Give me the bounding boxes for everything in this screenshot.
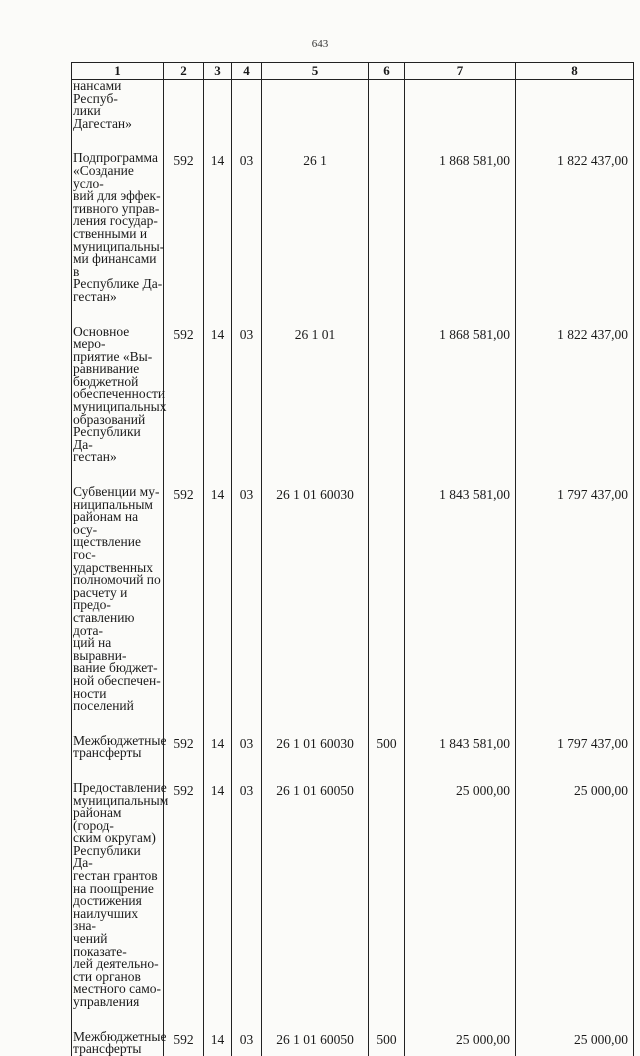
cell-text: 1 868 581,00 (439, 326, 510, 342)
cell-text: 592 (173, 487, 194, 503)
cell-target-article (262, 486, 369, 713)
cell-text (369, 486, 404, 487)
cell-section (204, 80, 232, 131)
cell-admin-code (164, 152, 204, 303)
cell-text (516, 80, 628, 81)
table-row (72, 80, 634, 131)
cell-text: 03 (239, 1031, 254, 1047)
table-row (72, 326, 634, 465)
row-name: Основное меро- приятие «Вы- равнивание бюджетной обеспеченности муниципальных образований Республики Да- гестан» (73, 323, 167, 465)
cell-amount-1 (405, 486, 516, 713)
cell-amount-2 (516, 152, 634, 303)
cell-amount-1 (405, 152, 516, 303)
cell-amount-2 (516, 80, 634, 131)
cell-text (369, 152, 404, 153)
cell-text: 26 1 01 60050 (276, 1031, 354, 1047)
cell-text: 592 (173, 153, 194, 169)
cell-text (232, 80, 261, 81)
cell-expense-type (369, 1031, 405, 1056)
cell-text: 1 843 581,00 (439, 735, 510, 751)
cell-amount-1 (405, 735, 516, 760)
row-gap (72, 130, 634, 152)
cell-text (405, 80, 510, 81)
cell-admin-code (164, 735, 204, 760)
cell-expense-type (369, 486, 405, 713)
cell-amount-2 (516, 486, 634, 713)
cell-text: 14 (210, 487, 225, 503)
header-col-3: 3 (204, 63, 232, 80)
cell-admin-code (164, 80, 204, 131)
row-name: Межбюджетные трансферты (73, 732, 167, 761)
header-col-5: 5 (262, 63, 369, 80)
cell-expense-type (369, 326, 405, 465)
row-name-cell (72, 152, 164, 303)
row-gap (72, 464, 634, 486)
budget-table (71, 62, 634, 1056)
row-gap (72, 304, 634, 326)
cell-text: 1 843 581,00 (439, 487, 510, 503)
cell-text: 26 1 (303, 153, 327, 169)
cell-text: 500 (376, 735, 397, 751)
cell-text: 1 797 437,00 (557, 487, 628, 503)
cell-admin-code (164, 1031, 204, 1056)
table-row (72, 486, 634, 713)
cell-subsection (232, 782, 262, 1009)
cell-text: 14 (210, 735, 225, 751)
page-number: 643 (311, 38, 329, 50)
cell-section (204, 1031, 232, 1056)
cell-expense-type (369, 782, 405, 1009)
cell-text: 25 000,00 (456, 782, 510, 798)
cell-amount-1 (405, 326, 516, 465)
cell-text: 25 000,00 (456, 1031, 510, 1047)
cell-amount-1 (405, 782, 516, 1009)
cell-text (204, 80, 231, 81)
table-row (72, 735, 634, 760)
cell-text: 592 (173, 735, 194, 751)
cell-text: 03 (239, 153, 254, 169)
header-col-8: 8 (516, 63, 634, 80)
cell-subsection (232, 1031, 262, 1056)
cell-subsection (232, 80, 262, 131)
cell-amount-2 (516, 782, 634, 1009)
row-name: Подпрограмма «Создание усло- вий для эффек- тивного управ- ления государ- ственными и муниципальны- ми финансами в Республике Да- гестан» (73, 150, 165, 304)
cell-text: 592 (173, 1031, 194, 1047)
cell-target-article (262, 735, 369, 760)
cell-section (204, 735, 232, 760)
cell-target-article (262, 326, 369, 465)
cell-text: 1 822 437,00 (557, 153, 628, 169)
cell-section (204, 486, 232, 713)
row-name: Межбюджетные трансферты (73, 1028, 167, 1056)
cell-target-article (262, 152, 369, 303)
header-col-1: 1 (72, 63, 164, 80)
cell-text: 592 (173, 326, 194, 342)
cell-text (164, 80, 203, 81)
cell-admin-code (164, 782, 204, 1009)
cell-amount-1 (405, 1031, 516, 1056)
cell-amount-2 (516, 326, 634, 465)
cell-text: 26 1 01 60030 (276, 735, 354, 751)
cell-text: 26 1 01 60050 (276, 782, 354, 798)
cell-text: 25 000,00 (574, 1031, 628, 1047)
cell-subsection (232, 152, 262, 303)
cell-subsection (232, 735, 262, 760)
table-row (72, 1031, 634, 1056)
cell-admin-code (164, 326, 204, 465)
cell-text: 592 (173, 782, 194, 798)
cell-admin-code (164, 486, 204, 713)
cell-text: 500 (376, 1031, 397, 1047)
cell-text: 25 000,00 (574, 782, 628, 798)
cell-expense-type (369, 735, 405, 760)
cell-text: 03 (239, 487, 254, 503)
cell-section (204, 782, 232, 1009)
cell-amount-2 (516, 1031, 634, 1056)
row-name: нансами Респуб- лики Дагестан» (73, 78, 132, 131)
row-gap (72, 713, 634, 735)
row-name: Субвенции му- ниципальным районам на осу- ществление гос- ударственных полномочий по расчету и предо- ставлению дота- ций на выравни- вание бюджет- ной обеспечен- ности поселений (73, 484, 161, 714)
row-name-cell (72, 779, 169, 1009)
header-col-2: 2 (164, 63, 204, 80)
cell-text: 03 (239, 326, 254, 342)
cell-text (369, 326, 404, 327)
cell-expense-type (369, 80, 405, 131)
row-name-cell (72, 323, 167, 465)
cell-text (262, 80, 368, 81)
cell-text: 26 1 01 60030 (276, 487, 354, 503)
cell-text: 1 797 437,00 (557, 735, 628, 751)
cell-text (369, 80, 404, 81)
cell-text: 14 (210, 326, 225, 342)
cell-subsection (232, 486, 262, 713)
cell-text: 14 (210, 782, 225, 798)
header-col-4: 4 (232, 63, 262, 80)
cell-text: 1 822 437,00 (557, 326, 628, 342)
cell-target-article (262, 1031, 369, 1056)
row-name-cell (72, 80, 164, 131)
cell-amount-1 (405, 80, 516, 131)
header-col-6: 6 (369, 63, 405, 80)
cell-expense-type (369, 152, 405, 303)
cell-subsection (232, 326, 262, 465)
row-name: Предоставление муниципальным районам (город- ским округам) Республики Да- гестан грантов на поощрение достижения наилучших зна- чений показате- лей деятельно- сти органов местного само- управления (73, 779, 169, 1009)
row-gap (72, 760, 634, 782)
cell-section (204, 326, 232, 465)
cell-text: 03 (239, 782, 254, 798)
header-col-7: 7 (405, 63, 516, 80)
cell-target-article (262, 782, 369, 1009)
cell-text: 14 (210, 153, 225, 169)
cell-section (204, 152, 232, 303)
cell-amount-2 (516, 735, 634, 760)
table-row (72, 782, 634, 1009)
row-gap (72, 1009, 634, 1031)
row-name-cell (72, 486, 164, 713)
table-row (72, 152, 634, 303)
header-row (72, 63, 634, 80)
row-name-cell (72, 1028, 167, 1056)
cell-text: 14 (210, 1031, 225, 1047)
cell-text: 1 868 581,00 (439, 153, 510, 169)
cell-target-article (262, 80, 369, 131)
row-name-cell (72, 732, 167, 761)
cell-text: 26 1 01 (294, 326, 336, 342)
cell-text: 03 (239, 735, 254, 751)
cell-text (369, 782, 404, 783)
